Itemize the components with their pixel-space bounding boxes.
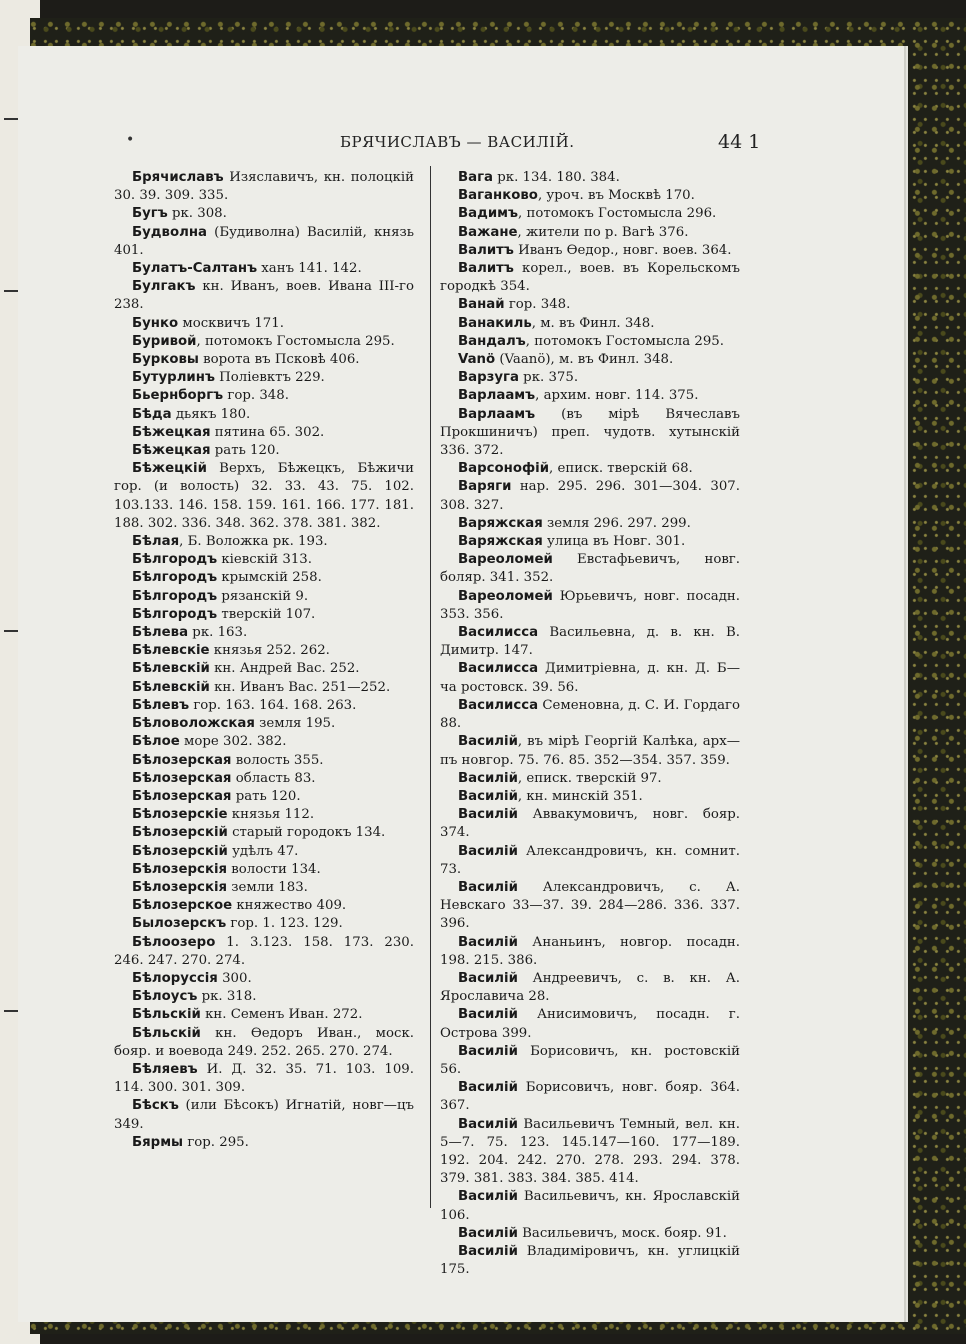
entry-text: Поліевктъ 229. [214,370,325,386]
entry-headword: Василій [458,1189,518,1205]
entry-text: (Будиволна) Василій, князь 401. [114,224,414,258]
entry-text: рк. 375. [518,370,579,386]
entry-text: 1. 3.123. 158. 173. 230. 246. 247. 270. 274. [114,934,414,968]
entry-text: , уроч. въ Москвѣ 170. [537,188,695,204]
entry-text: Семеновна, д. С. И. Гордаго 88. [440,697,740,732]
entry-headword: Бѣлевскій [132,679,210,695]
index-entry [440,770,740,788]
entry-headword: Бѣлгородъ [132,570,218,586]
entry-headword: Былозерскъ [132,916,227,932]
index-entry [114,806,414,824]
index-entry [440,733,740,769]
entry-headword: Варяжская [458,534,543,550]
entry-headword: Vanö [458,352,496,368]
entry-text: Ананьинъ, новгор. посадн. 198. 215. 386. [440,934,740,968]
index-entry [114,315,414,333]
entry-text: рк. 308. [167,206,227,222]
entry-text: рк. 134. 180. 384. [493,170,620,185]
entry-text: Борисовичъ, кн. ростовскій 56. [440,1043,740,1077]
entry-text: , кн. минскій 351. [517,788,643,804]
index-entry [440,788,740,806]
index-entry [114,460,414,533]
entry-text: Анисимовичъ, посадн. г. Острова 399. [440,1007,740,1041]
entry-headword: Василій [458,934,518,950]
entry-headword: Бѣлозерская [132,770,232,786]
entry-headword: Бѣлозерская [132,788,232,804]
entry-text: Аввакумовичъ, новг. бояр. 374. [440,807,740,841]
index-entry [440,533,740,551]
entry-headword: Василій [458,1243,518,1259]
entry-headword: Будволна [132,224,207,240]
running-title: БРЯЧИСЛАВЪ — ВАСИЛІЙ. [340,133,575,151]
entry-headword: Ванай [458,297,505,313]
index-entry [114,205,414,223]
entry-headword: Василій [458,1225,518,1241]
entry-text: Юрьевичъ, новг. посадн. 353. 356. [440,588,740,622]
entry-headword: Бурковы [132,352,199,368]
index-entry [440,1043,740,1079]
entry-text: ханъ 141. 142. [257,261,362,277]
index-entry [114,861,414,879]
index-entry [114,606,414,624]
entry-text: Васильевичъ, кн. Ярославскій 106. [440,1189,740,1223]
running-header [18,131,904,155]
entry-text: , еписк. тверскій 68. [549,461,693,477]
entry-text: кіевскій 313. [217,552,312,568]
book-page [18,46,904,1322]
entry-headword: Бѣлозерское [132,898,233,914]
index-entry [114,843,414,861]
entry-text: улица въ Новг. 301. [542,534,686,550]
index-entry [114,752,414,770]
index-entry [114,169,414,205]
entry-headword: Бѣлгородъ [132,588,218,604]
entry-text: старый городокъ 134. [227,825,386,841]
entry-text: гор. 163. 164. 168. 263. [189,697,357,713]
entry-text: кн. Ѳедоръ Иван., моск. бояр. и воевода 249. 252. 265. 270. 274. [114,1025,414,1059]
entry-text: кн. Андрей Вас. 252. [209,661,360,677]
index-entry [440,970,740,1006]
page-number: 44 1 [718,131,761,153]
entry-headword: Василій [458,843,518,859]
index-entry [114,1061,414,1097]
entry-text: Васильевичъ, моск. бояр. 91. [517,1225,727,1241]
entry-headword: Василій [458,879,518,895]
entry-text: Васильевна, д. в. кн. В. Димитр. 147. [440,625,740,659]
entry-headword: Василисса [458,625,539,641]
entry-text: Иванъ Ѳедор., новг. воев. 364. [513,242,732,258]
entry-headword: Василій [458,788,518,804]
index-entry [114,715,414,733]
index-entry [440,879,740,934]
entry-headword: Валитъ [458,242,514,258]
entry-text: рк. 318. [197,989,257,1005]
index-entry [114,897,414,915]
index-column-left [114,169,414,1152]
entry-headword: Бѣжецкая [132,424,211,440]
entry-headword: Бѣлозерскія [132,879,228,895]
entry-headword: Ваганково [458,188,538,204]
entry-text: (Vaanö), м. въ Финл. 348. [495,352,674,368]
entry-headword: Варзуга [458,370,519,386]
entry-headword: Булгакъ [132,279,196,295]
entry-headword: Василій [458,734,518,750]
index-entry [440,169,740,187]
entry-headword: Василій [458,1007,518,1023]
index-entry [114,588,414,606]
entry-headword: Бѣлоусъ [132,989,198,1005]
index-entry [440,296,740,314]
entry-headword: Важане [458,224,518,240]
index-entry [440,369,740,387]
index-entry [440,224,740,242]
index-entry [114,770,414,788]
entry-headword: Бѣлозерскіе [132,807,228,823]
entry-text: князья 252. 262. [209,643,330,659]
entry-text: Изяславичъ, кн. полоцкій 30. 39. 309. 335. [114,170,414,204]
entry-text: князья 112. [227,807,315,823]
entry-text: Александровичъ, с. А. Невскаго 33—37. 39. 284—286. 336. 337. 396. [440,879,740,932]
entry-text: гор. 295. [183,1134,249,1150]
entry-headword: Бѣлозерскій [132,825,228,841]
entry-text: корел., воев. въ Корельскомъ городкѣ 354. [440,261,740,295]
index-entry [114,351,414,369]
index-entry [440,1116,740,1189]
entry-text: волости 134. [227,861,321,877]
index-entry [114,1006,414,1024]
entry-text: И. Д. 32. 35. 71. 103. 109. 114. 300. 301. 309. [114,1061,414,1096]
entry-text: (въ мірѣ Вячеславъ Прокшиничъ) преп. чудотв. хутынскій 336. 372. [440,406,740,459]
entry-text: Васильевичъ Темный, вел. кн. 5—7. 75. 123. 145.147—160. 177—189. 192. 204. 242. 270. 278. 293. 294. 378. 379. 381. 383. 384. 385. 414. [440,1116,740,1187]
entry-headword: Василій [458,807,518,823]
entry-text: гор. 1. 123. 129. [226,916,343,932]
entry-headword: Василисса [458,661,539,677]
entry-text: , архим. новг. 114. 375. [535,388,699,404]
entry-headword: Бѣлоозеро [132,934,216,950]
index-entry [114,1134,414,1152]
index-entry [440,588,740,624]
index-entry [440,205,740,223]
entry-headword: Вареоломей [458,588,553,604]
index-entry [114,551,414,569]
entry-headword: Варяжская [458,515,543,531]
entry-headword: Василій [458,1116,518,1132]
index-entry [114,988,414,1006]
entry-headword: Вага [458,170,494,185]
index-entry [440,1006,740,1042]
entry-headword: Ванакиль [458,315,532,331]
entry-headword: Бѣда [132,406,172,422]
entry-text: ворота въ Псковѣ 406. [198,352,360,368]
entry-headword: Бѣльскій [132,1007,201,1023]
entry-text: княжество 409. [232,898,347,914]
index-entry [114,660,414,678]
entry-text: рк. 163. [188,625,248,641]
entry-text: 300. [217,970,252,986]
index-entry [114,788,414,806]
entry-text: , жители по р. Вагѣ 376. [517,224,689,240]
index-entry [440,478,740,514]
index-entry [114,879,414,897]
entry-headword: Варлаамъ [458,406,536,422]
entry-headword: Бугъ [132,206,168,222]
entry-headword: Валитъ [458,261,514,277]
entry-text: кн. Иванъ, воев. Ивана III-го 238. [114,279,414,313]
entry-headword: Бѣжецкій [132,461,207,477]
entry-headword: Бѣлая [132,534,180,550]
entry-text: земля 296. 297. 299. [542,515,691,531]
entry-headword: Варлаамъ [458,388,536,404]
index-entry [114,970,414,988]
entry-headword: Бѣлозерская [132,752,232,768]
entry-headword: Бѣлевъ [132,697,190,713]
index-entry [440,515,740,533]
entry-text: Евстафьевичъ, новг. боляр. 341. 352. [440,552,740,586]
index-entry [440,1225,740,1243]
index-entry [440,1188,740,1224]
entry-text: пятина 65. 302. [210,424,325,440]
entry-headword: Василій [458,970,518,986]
entry-text: Владиміровичъ, кн. углицкій 175. [440,1243,740,1278]
entry-headword: Бѣляевъ [132,1061,198,1077]
entry-headword: Варсонофій [458,461,550,477]
index-entry [114,406,414,424]
entry-headword: Бярмы [132,1134,184,1150]
entry-text: земля 195. [254,716,336,732]
index-entry [114,642,414,660]
index-entry [114,224,414,260]
entry-text: Димитріевна, д. кн. Д. Б—ча ростовск. 39. 56. [440,661,740,695]
entry-headword: Варяги [458,479,512,495]
entry-headword: Бѣлозерскій [132,843,228,859]
entry-text: , въ мірѣ Георгій Калѣка, арх—пъ новгор. 75. 76. 85. 352—354. 357. 359. [440,734,740,768]
index-entry [114,424,414,442]
entry-headword: Бѣлевскіе [132,643,210,659]
entry-text: область 83. [231,770,316,786]
entry-text: кн. Семенъ Иван. 272. [200,1007,363,1023]
page-mark: • [126,132,135,148]
index-entry [114,1025,414,1061]
entry-text: Верхъ, Бѣжецкъ, Бѣжичи гор. (и волость) 32. 33. 43. 75. 102. 103.133. 146. 158. 159. 161. 166. 177. 181. 188. 302. 336. 348. 362. 378. 381. 382. [114,461,414,531]
index-entry [114,387,414,405]
entry-text: кн. Иванъ Вас. 251—252. [209,679,391,695]
entry-text: волость 355. [231,752,324,768]
entry-headword: Бѣлозерскія [132,861,228,877]
entry-headword: Бѣлевскій [132,661,210,677]
entry-headword: Брячиславъ [132,170,224,185]
entry-text: гор. 348. [223,388,289,404]
index-entry [440,660,740,696]
index-entry [114,1097,414,1133]
index-entry [114,278,414,314]
index-entry [440,242,740,260]
entry-headword: Бѣжецкая [132,443,211,459]
entry-headword: Василій [458,1043,518,1059]
index-entry [440,1243,740,1279]
entry-headword: Бѣльскій [132,1025,201,1041]
entry-text: , потомокъ Гостомысла 295. [196,333,395,349]
index-entry [440,934,740,970]
index-entry [114,569,414,587]
entry-text: море 302. 382. [179,734,287,750]
index-entry [440,315,740,333]
entry-headword: Бѣлгородъ [132,606,218,622]
index-entry [440,333,740,351]
entry-headword: Василій [458,1080,518,1096]
index-entry [440,843,740,879]
entry-text: москвичъ 171. [178,315,284,331]
entry-text: земли 183. [227,879,308,895]
index-entry [114,442,414,460]
index-entry [440,460,740,478]
index-entry [114,333,414,351]
entry-text: гор. 348. [504,297,571,313]
index-entry [440,351,740,369]
index-entry [114,533,414,551]
index-entry [114,679,414,697]
entry-text: рязанскій 9. [217,588,309,604]
entry-text: , потомокъ Гостомысла 296. [518,206,717,222]
index-column-right [440,169,740,1279]
index-entry [114,260,414,278]
index-entry [440,806,740,842]
entry-text: Александровичъ, кн. сомнит. 73. [440,843,740,877]
index-entry [440,406,740,461]
entry-headword: Буривой [132,333,197,349]
entry-headword: Бѣлое [132,734,180,750]
entry-headword: Вандалъ [458,333,526,349]
entry-headword: Василисса [458,697,539,713]
index-entry [114,733,414,751]
entry-headword: Бутурлинъ [132,370,215,386]
entry-text: рать 120. [231,788,301,804]
index-entry [114,934,414,970]
entry-text: удѣлъ 47. [227,843,299,859]
entry-text: Андреевичъ, с. в. кн. А. Ярославича 28. [440,970,740,1005]
index-entry [440,260,740,296]
entry-text: , м. въ Финл. 348. [531,315,655,331]
entry-headword: Вадимъ [458,206,519,222]
entry-headword: Бѣскъ [132,1098,179,1114]
index-entry [440,697,740,733]
index-entry [440,387,740,405]
entry-text: , Б. Воложка рк. 193. [179,534,328,550]
entry-text: рать 120. [210,443,280,459]
entry-headword: Бьернборгъ [132,388,224,404]
entry-headword: Бѣлева [132,625,189,641]
index-entry [440,551,740,587]
index-entry [440,1079,740,1115]
index-entry [440,187,740,205]
entry-headword: Бунко [132,315,179,331]
entry-text: тверскій 107. [217,606,316,622]
index-entry [440,624,740,660]
entry-text: (или Бѣсокъ) Игнатій, новг—цъ 349. [114,1098,414,1132]
entry-headword: Бѣлоруссія [132,970,218,986]
entry-text: дьякъ 180. [171,406,251,422]
entry-headword: Бѣлгородъ [132,552,218,568]
entry-text: крымскій 258. [217,570,322,586]
index-entry [114,624,414,642]
index-entry [114,824,414,842]
entry-headword: Вареоломей [458,552,553,568]
entry-text: , потомокъ Гостомысла 295. [525,333,724,349]
entry-text: , еписк. тверскій 97. [517,770,662,786]
index-entry [114,697,414,715]
column-divider [430,166,431,1208]
index-entry [114,915,414,933]
entry-headword: Василій [458,770,518,786]
entry-headword: Бѣловоложская [132,716,255,732]
index-entry [114,369,414,387]
entry-text: нар. 295. 296. 301—304. 307. 308. 327. [440,479,740,513]
entry-text: Борисовичъ, новг. бояр. 364. 367. [440,1080,740,1114]
entry-headword: Булатъ-Салтанъ [132,261,258,277]
